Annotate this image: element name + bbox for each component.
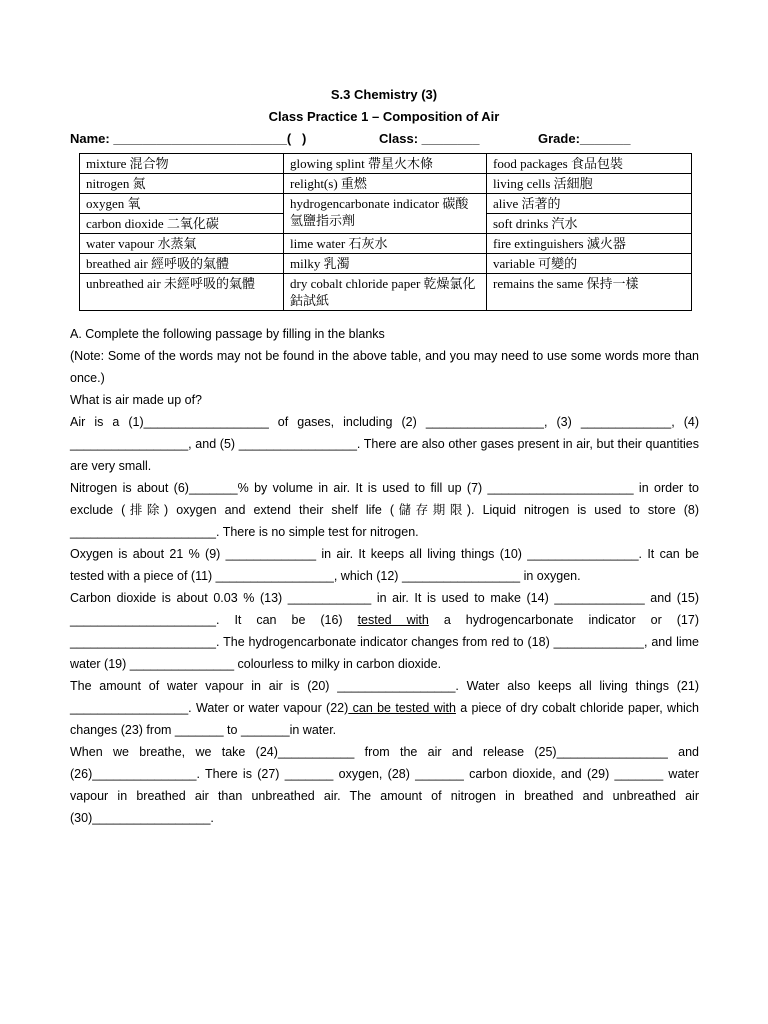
table-cell: water vapour 水蒸氣 bbox=[80, 234, 284, 254]
table-cell: dry cobalt chloride paper 乾燥氯化鈷試紙 bbox=[284, 274, 487, 311]
question: What is air made up of? bbox=[70, 393, 203, 407]
table-row bbox=[80, 274, 692, 311]
table-cell: food packages 食品包裝 bbox=[487, 154, 692, 174]
passage bbox=[70, 323, 699, 829]
table-cell: mixture 混合物 bbox=[80, 154, 284, 174]
paragraph-nitrogen: Nitrogen is about (6)_______% by volume in air. It is used to fill up (7) _____________________ in order to exclude (排除) oxygen and extend their shelf life (儲存期限). Liquid nitrogen is used to store (8) _____________________. There is no simple test for nitrogen. bbox=[70, 481, 699, 539]
vocabulary-table bbox=[79, 153, 692, 311]
table-cell: alive 活著的 bbox=[487, 194, 692, 214]
table-row bbox=[80, 234, 692, 254]
table-cell: oxygen 氧 bbox=[80, 194, 284, 214]
table-cell: relight(s) 重燃 bbox=[284, 174, 487, 194]
text-segment: Carbon dioxide is about 0.03 % (13) ____________ in air. It is used to make (14) _____________ and (15) _____________________. It can be (16) bbox=[70, 591, 699, 627]
underlined-phrase: can be tested with bbox=[348, 701, 456, 715]
worksheet-subtitle: Class Practice 1 – Composition of Air bbox=[268, 109, 500, 124]
table-row bbox=[80, 194, 692, 214]
text-segment: The amount of water vapour in air is (20) _________________. Water also keeps all living things (21) _________________. Water or water vapour (22) bbox=[70, 679, 699, 715]
table-cell: glowing splint 帶星火木條 bbox=[284, 154, 487, 174]
paragraph-oxygen: Oxygen is about 21 % (9) _____________ in air. It keeps all living things (10) ________________. It can be tested with a piece of (11) _________________, which (12) _________________ in oxygen. bbox=[70, 547, 699, 583]
class-field: Class: ________ bbox=[379, 131, 480, 146]
text-segment: a hydrogencarbonate indicator or (17) _____________________. The hydrogencarbonate indicator changes from red to (18) _____________, and lime water (19) _______________ colourless to milky in carbon dioxide. bbox=[70, 613, 699, 671]
paragraph-water-vapour bbox=[70, 675, 699, 741]
table-cell: unbreathed air 未經呼吸的氣體 bbox=[80, 274, 284, 311]
table-cell: nitrogen 氮 bbox=[80, 174, 284, 194]
name-field: Name: ________________________( ) bbox=[70, 131, 307, 146]
table-row bbox=[80, 154, 692, 174]
paragraph-air: Air is a (1)__________________ of gases, including (2) _________________, (3) _____________, (4) _________________, and (5) _________________. There are also other gases present in air, but their quantities are very small. bbox=[70, 415, 699, 473]
paragraph-carbon-dioxide bbox=[70, 587, 699, 675]
table-row bbox=[80, 174, 692, 194]
table-cell: milky 乳濁 bbox=[284, 254, 487, 274]
table-cell: soft drinks 汽水 bbox=[487, 214, 692, 234]
table-row bbox=[80, 254, 692, 274]
table-cell: living cells 活細胞 bbox=[487, 174, 692, 194]
text-segment: a piece of dry cobalt chloride paper, which changes (23) from _______ to _______in water. bbox=[70, 701, 700, 737]
worksheet-title: S.3 Chemistry (3) bbox=[330, 87, 438, 102]
table-cell: variable 可變的 bbox=[487, 254, 692, 274]
table-cell: breathed air 經呼吸的氣體 bbox=[80, 254, 284, 274]
table-cell: fire extinguishers 滅火器 bbox=[487, 234, 692, 254]
table-cell: carbon dioxide 二氧化碳 bbox=[80, 214, 284, 234]
paragraph-breathing: When we breathe, we take (24)___________ from the air and release (25)________________ and (26)_______________. There is (27) _______ oxygen, (28) _______ carbon dioxide, and (29) _______ water vapour in breathed air than unbreathed air. The amount of nitrogen in breathed and unbreathed air (30)_________________. bbox=[70, 745, 699, 825]
note: (Note: Some of the words may not be found in the above table, and you may need to use some words more than once.) bbox=[70, 349, 699, 385]
table-cell: remains the same 保持一樣 bbox=[487, 274, 692, 311]
table-cell: lime water 石灰水 bbox=[284, 234, 487, 254]
underlined-phrase: tested with bbox=[357, 613, 429, 627]
table-cell: hydrogencarbonate indicator 碳酸氫鹽指示劑 bbox=[284, 194, 487, 234]
section-title: A. Complete the following passage by filling in the blanks bbox=[70, 327, 385, 341]
grade-field: Grade:_______ bbox=[538, 131, 631, 146]
